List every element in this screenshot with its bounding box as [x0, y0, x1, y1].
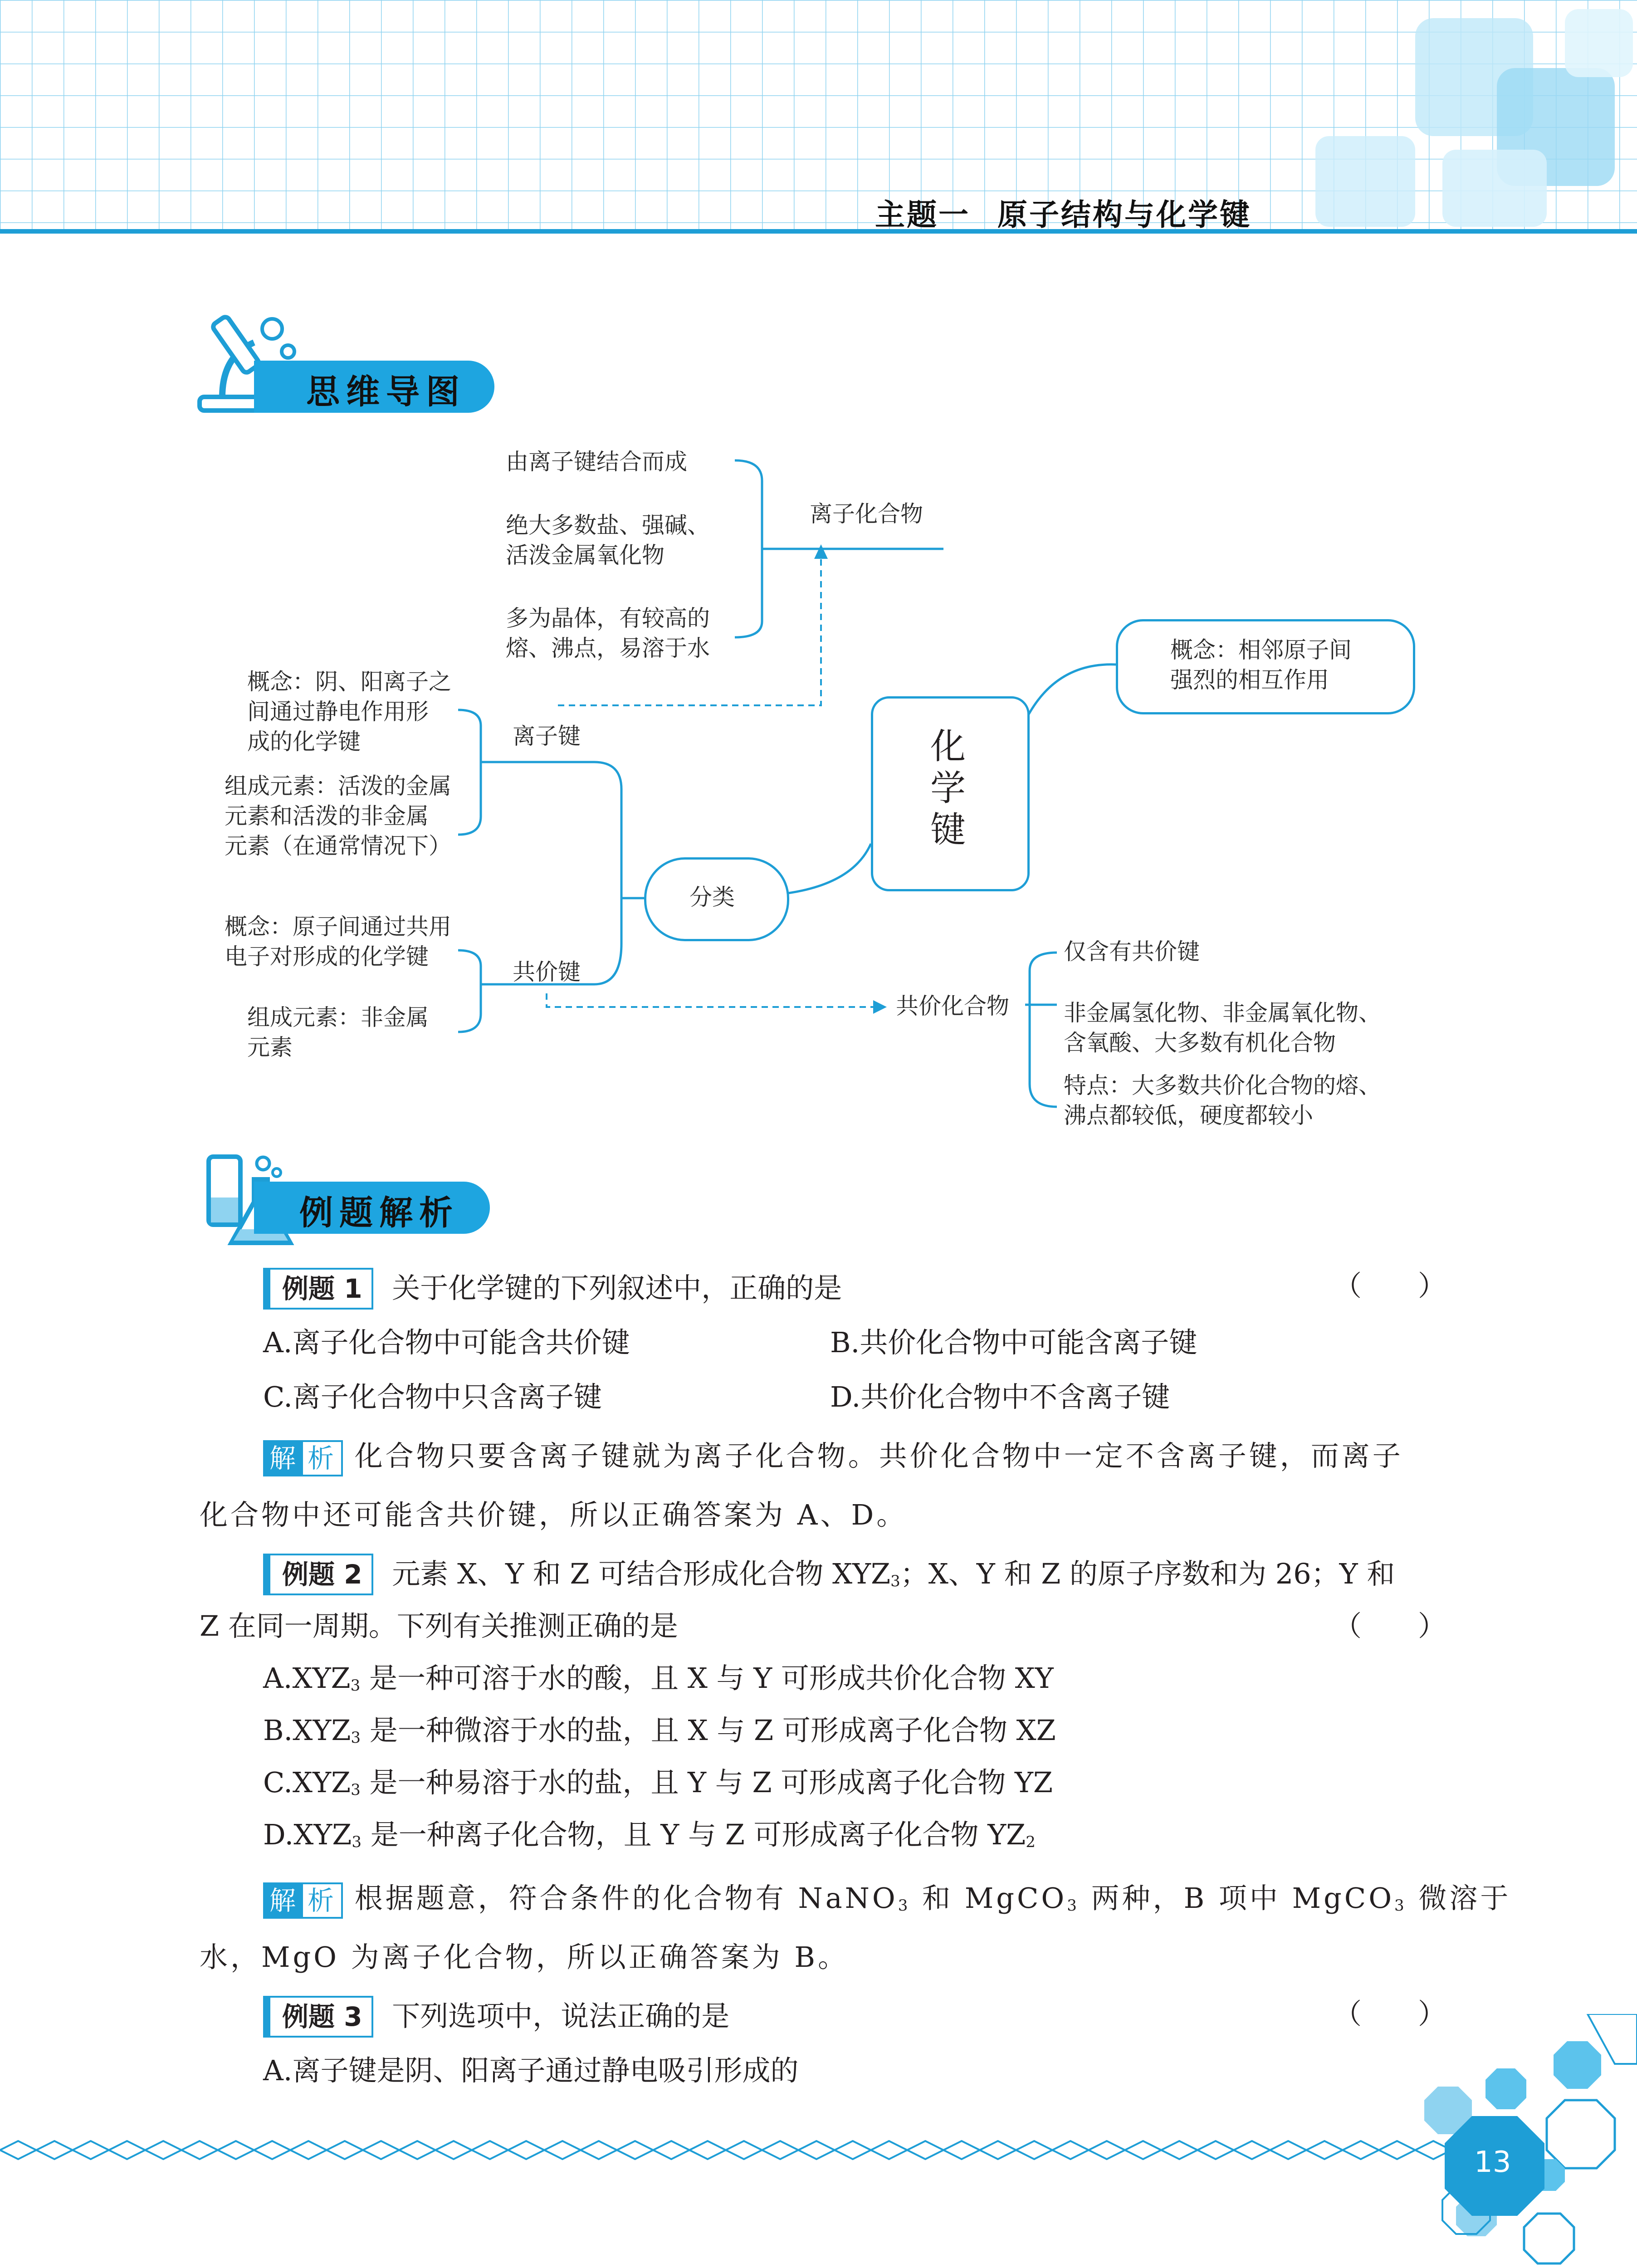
option-a-pre: A.XYZ — [263, 1662, 351, 1695]
example-1-option-c: C.离子化合物中只含离子键 — [263, 1380, 602, 1413]
analysis-2-line-2: 水，MgO 为离子化合物，所以正确答案为 B。 — [200, 1941, 849, 1974]
analysis-2-mid2: 两种，B 项中 MgCO — [1079, 1882, 1395, 1915]
ionic-compound-item-3: 多为晶体，有较高的 熔、沸点，易溶于水 — [506, 605, 710, 661]
example-1-option-b: B.共价化合物中可能含离子键 — [830, 1326, 1197, 1359]
mind-map-heading: 思维导图 — [306, 372, 466, 411]
topic-title: 原子结构与化学键 — [997, 197, 1251, 232]
option-a-post: 是一种可溶于水的酸，且 X 与 Y 可形成共价化合物 XY — [360, 1662, 1054, 1695]
covalent-bond-concept: 概念：原子间通过共用 电子对形成的化学键 — [225, 914, 451, 970]
option-d-post: 是一种离子化合物，且 Y 与 Z 可形成离子化合物 YZ — [362, 1818, 1026, 1851]
option-b-pre: B.XYZ — [263, 1714, 351, 1747]
example-1-stem: 关于化学键的下列叙述中，正确的是 — [392, 1271, 842, 1305]
ionic-bond-elements: 组成元素：活泼的金属 元素和活泼的非金属 元素（在通常情况下） — [225, 773, 451, 859]
covalent-bond-elements: 组成元素：非金属 元素 — [247, 1004, 429, 1061]
analysis-1-text-1: 化合物只要含离子键就为离子化合物。共价化合物中一定不含离子键，而离子 — [354, 1439, 1403, 1472]
center-char-1: 化 — [930, 726, 966, 767]
analysis-2-sub-3: 3 — [1394, 1897, 1407, 1915]
option-b-post: 是一种微溶于水的盐，且 X 与 Z 可形成离子化合物 XZ — [361, 1714, 1056, 1747]
analysis-label-a: 解 — [265, 1442, 303, 1475]
analysis-2-label — [263, 1882, 343, 1919]
example-2-stem-sub: 3 — [890, 1572, 900, 1590]
option-a-sub: 3 — [350, 1677, 361, 1695]
option-d-pre: D.XYZ — [263, 1818, 352, 1851]
analysis-2-post: 微溶于 — [1407, 1882, 1511, 1915]
option-d-sub: 3 — [352, 1833, 362, 1851]
classify-label: 分类 — [689, 884, 735, 910]
example-1-stem-line — [263, 1268, 842, 1310]
examples-heading: 例题解析 — [299, 1193, 459, 1232]
example-1-option-d: D.共价化合物中不含离子键 — [830, 1380, 1170, 1413]
analysis-1-line-2: 化合物中还可能含共价键，所以正确答案为 A、D。 — [200, 1498, 908, 1531]
concept-text: 概念：相邻原子间 强烈的相互作用 — [1170, 637, 1352, 693]
ionic-compound-label: 离子化合物 — [810, 501, 923, 527]
example-1-tag: 例题 1 — [263, 1268, 373, 1310]
covalent-compound-item-2: 非金属氢化物、非金属氧化物、 含氧酸、大多数有机化合物 — [1064, 1000, 1381, 1056]
covalent-bond-label: 共价键 — [513, 959, 581, 985]
center-char-3: 键 — [930, 810, 966, 850]
example-2-answer-paren: （ ） — [1334, 1609, 1446, 1642]
option-c-post: 是一种易溶于水的盐，且 Y 与 Z 可形成离子化合物 YZ — [360, 1766, 1053, 1799]
analysis-1-label — [263, 1440, 343, 1476]
example-2-stem-line-2: Z 在同一周期。下列有关推测正确的是 — [200, 1609, 678, 1642]
analysis-label-a: 解 — [265, 1884, 303, 1917]
ionic-compound-item-1: 由离子键结合而成 — [506, 449, 687, 475]
example-3-stem: 下列选项中，说法正确的是 — [392, 1999, 730, 2033]
page-number: 13 — [1474, 2146, 1511, 2179]
footer-decoration — [0, 2014, 1637, 2268]
analysis-2-sub-2: 3 — [1067, 1897, 1080, 1915]
example-1-answer-paren: （ ） — [1334, 1269, 1446, 1302]
analysis-2-sub-1: 3 — [898, 1897, 911, 1915]
topic-label: 主题一 — [875, 197, 970, 232]
analysis-2-line-1 — [263, 1880, 1511, 1924]
covalent-compound-label: 共价化合物 — [896, 993, 1009, 1019]
analysis-label-b: 析 — [308, 1442, 337, 1474]
example-3-answer-paren: （ ） — [1334, 1997, 1446, 2030]
option-c-sub: 3 — [351, 1781, 361, 1799]
analysis-1-line-1 — [263, 1438, 1403, 1476]
ionic-bond-concept: 概念：阴、阳离子之 间通过静电作用形 成的化学键 — [247, 669, 451, 755]
option-b-sub: 3 — [351, 1729, 361, 1747]
option-d-sub2: 2 — [1026, 1833, 1036, 1851]
analysis-2-pre: 根据题意，符合条件的化合物有 NaNO — [354, 1882, 898, 1915]
example-2-tag: 例题 2 — [263, 1554, 373, 1595]
example-2-option-c — [263, 1765, 1053, 1808]
center-char-2: 学 — [930, 768, 966, 809]
chemical-bond-center-label — [925, 726, 971, 851]
ionic-bond-label: 离子键 — [513, 723, 581, 749]
ionic-compound-item-2: 绝大多数盐、强碱、 活泼金属氧化物 — [506, 512, 710, 568]
option-c-pre: C.XYZ — [263, 1766, 351, 1799]
example-2-option-b — [263, 1712, 1056, 1756]
example-3-option-a: A.离子键是阴、阳离子通过静电吸引形成的 — [263, 2054, 799, 2087]
example-3-tag: 例题 3 — [263, 1996, 373, 2038]
example-2-option-a — [263, 1660, 1054, 1704]
example-2-stem-post: ；X、Y 和 Z 的原子序数和为 26；Y 和 — [900, 1557, 1395, 1590]
example-2-option-d — [263, 1817, 1036, 1860]
covalent-compound-item-3: 特点：大多数共价化合物的熔、 沸点都较低，硬度都较小 — [1064, 1072, 1381, 1129]
analysis-label-b: 析 — [308, 1885, 337, 1916]
example-2-stem-line-1 — [263, 1554, 1395, 1599]
covalent-compound-item-1: 仅含有共价键 — [1064, 938, 1200, 965]
analysis-2-mid: 和 MgCO — [910, 1882, 1067, 1915]
example-1-option-a: A.离子化合物中可能含共价键 — [263, 1326, 630, 1359]
example-2-stem-pre: 元素 X、Y 和 Z 可结合形成化合物 XYZ — [392, 1557, 891, 1590]
